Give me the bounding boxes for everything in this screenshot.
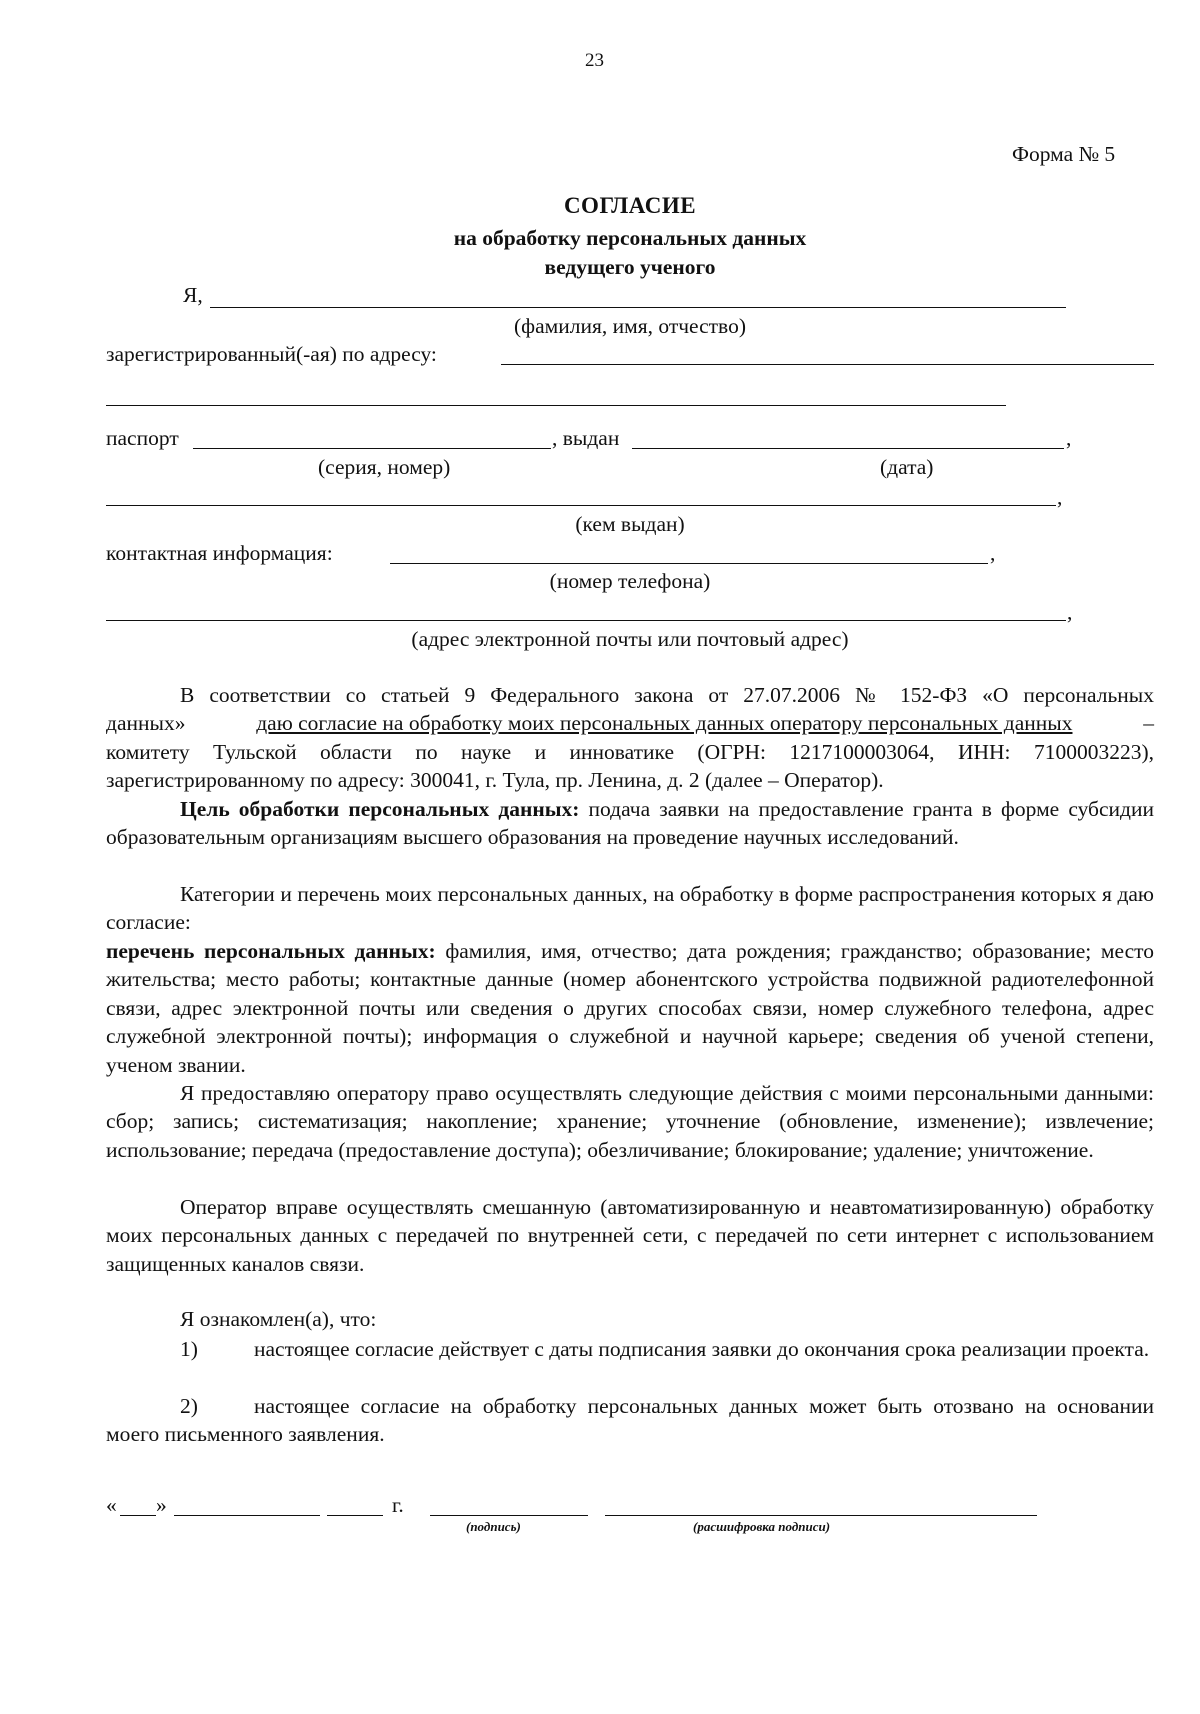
address-field[interactable] bbox=[501, 364, 1154, 365]
passport-label: паспорт bbox=[106, 426, 179, 450]
data-list-paragraph bbox=[106, 937, 1154, 1079]
comma: , bbox=[1067, 600, 1073, 624]
categories-paragraph bbox=[106, 880, 1154, 937]
date-day-field[interactable] bbox=[120, 1515, 156, 1516]
item-number: 1) bbox=[180, 1337, 198, 1361]
email-caption: (адрес электронной почты или почтовый адрес) bbox=[411, 627, 849, 651]
purpose-paragraph bbox=[106, 795, 1154, 852]
document-subtitle: на обработку персональных данных bbox=[453, 226, 807, 250]
year-suffix: г. bbox=[392, 1493, 404, 1517]
categories-text: Категории и перечень моих персональных данных, на обработку в форме распространения которых я даю согласие: bbox=[106, 882, 1154, 935]
acknowledge-item-1 bbox=[106, 1335, 1154, 1363]
email-field[interactable] bbox=[106, 620, 1066, 621]
date-month-field[interactable] bbox=[174, 1515, 320, 1516]
purpose-text: подача заявки на предоставление гранта в форме субсидии образовательным организациям высшего образования на проведение научных исследований. bbox=[106, 797, 1154, 850]
signature-decoding-field[interactable] bbox=[605, 1515, 1037, 1516]
consent-underlined-text: даю согласие на обработку моих персональных данных оператору персональных данных bbox=[256, 711, 1073, 736]
phone-field[interactable] bbox=[390, 563, 988, 564]
fio-field[interactable] bbox=[210, 307, 1066, 308]
consent-dash: – bbox=[1143, 711, 1154, 736]
consent-line bbox=[106, 709, 1154, 737]
date-caption: (дата) bbox=[880, 455, 934, 479]
document-subtitle-2: ведущего ученого bbox=[544, 255, 716, 279]
item-text: настоящее согласие действует с даты подписания заявки до окончания срока реализации проекта. bbox=[254, 1337, 1150, 1361]
address-label: зарегистрированный(-ая) по адресу: bbox=[106, 342, 437, 366]
acknowledge-item-2 bbox=[106, 1392, 1154, 1449]
issuer-field[interactable] bbox=[106, 505, 1056, 506]
processing-text: Оператор вправе осуществлять смешанную (автоматизированную и неавтоматизированную) обработку моих персональных данных с передачей по внутренней сети, с передачей по сети интернет с использованием защищенных каналов связи. bbox=[106, 1195, 1154, 1276]
issued-label: , выдан bbox=[552, 426, 620, 450]
passport-series-field[interactable] bbox=[193, 448, 551, 449]
consent-paragraph-1 bbox=[106, 681, 1154, 795]
comma: , bbox=[990, 541, 996, 565]
date-year-field[interactable] bbox=[327, 1515, 383, 1516]
comma: , bbox=[1066, 426, 1072, 450]
actions-text: Я предоставляю оператору право осуществлять следующие действия с моими персональными данными: сбор; запись; систематизация; накопление; хранение; уточнение (обновление, изменение); извлечение; использование; передача (предоставление доступа); обезличивание; блокирование; удаление; уничтожение. bbox=[106, 1081, 1154, 1162]
i-label: Я, bbox=[183, 283, 203, 307]
acknowledge-intro: Я ознакомлен(а), что: bbox=[180, 1307, 377, 1331]
consent-line: В соответствии со статьей 9 Федерального закона от 27.07.2006 № 152-ФЗ «О персональных bbox=[180, 683, 1154, 707]
fio-caption: (фамилия, имя, отчество) bbox=[514, 314, 746, 338]
purpose-heading: Цель обработки персональных данных: bbox=[180, 797, 580, 821]
comma: , bbox=[1057, 485, 1063, 509]
consent-line: комитету Тульской области по науке и инноватике (ОГРН: 1217100003064, ИНН: 7100003223), bbox=[106, 739, 1154, 764]
signature-field[interactable] bbox=[430, 1515, 588, 1516]
issuer-caption: (кем выдан) bbox=[575, 512, 685, 536]
contact-label: контактная информация: bbox=[106, 541, 333, 565]
series-caption: (серия, номер) bbox=[318, 455, 451, 479]
consent-line: зарегистрированному по адресу: 300041, г. Тула, пр. Ленина, д. 2 (далее – Оператор). bbox=[106, 768, 884, 793]
data-list-heading: перечень персональных данных: bbox=[106, 939, 436, 963]
date-open-quote: « bbox=[106, 1493, 117, 1517]
item-text: настоящее согласие на обработку персональных данных может быть отозвано на основании моего письменного заявления. bbox=[106, 1394, 1154, 1447]
processing-paragraph bbox=[106, 1193, 1154, 1278]
form-label: Форма № 5 bbox=[1012, 142, 1116, 166]
date-close-quote: » bbox=[156, 1493, 167, 1517]
data-list-text: фамилия, имя, отчество; дата рождения; гражданство; образование; место жительства; место работы; контактные данные (номер абонентского устройства подвижной радиотелефонной связи, адрес электронной почты или сведения о других способах связи, номер служебного телефона, адрес служебной электронной почты); информация о служебной и научной карьере; сведения об ученой степени, ученом звании. bbox=[106, 939, 1154, 1077]
signature-decoding-caption: (расшифровка подписи) bbox=[693, 1519, 831, 1534]
issue-date-field[interactable] bbox=[632, 448, 1064, 449]
item-number: 2) bbox=[180, 1394, 198, 1418]
phone-caption: (номер телефона) bbox=[549, 569, 711, 593]
document-title: СОГЛАСИЕ bbox=[563, 193, 697, 218]
signature-caption: (подпись) bbox=[466, 1519, 521, 1534]
consent-text: данных» bbox=[106, 711, 186, 736]
address-field-2[interactable] bbox=[106, 405, 1006, 406]
actions-paragraph bbox=[106, 1079, 1154, 1164]
page-number: 23 bbox=[585, 50, 604, 71]
